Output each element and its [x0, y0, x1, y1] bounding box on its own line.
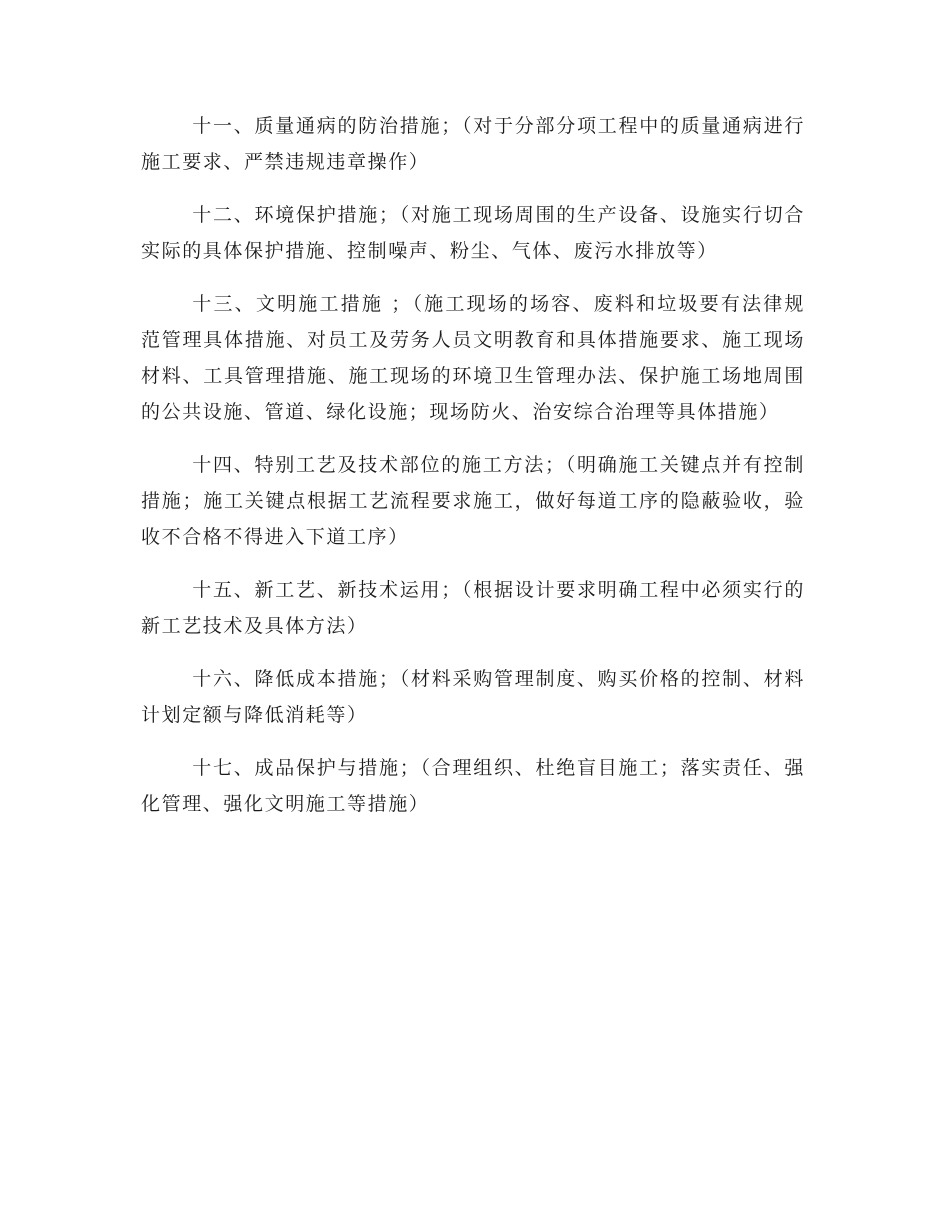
paragraph-detail: （对于分部分项工程中的质量通病进行施工要求、严禁违规违章操作）: [141, 115, 805, 173]
document-body: [141, 108, 805, 839]
paragraph-detail: （对施工现场周围的生产设备、设施实行切合实际的具体保护措施、控制噪声、粉尘、气体、废污水排放等）: [141, 204, 805, 262]
paragraph-12: [141, 197, 805, 269]
paragraph-heading: 十三、文明施工措施 ；: [192, 293, 412, 315]
paragraph-detail: （合理组织、杜绝盲目施工；落实责任、强化管理、强化文明施工等措施）: [141, 757, 805, 815]
paragraph-heading: 十七、成品保护与措施；: [192, 757, 421, 779]
paragraph-heading: 十二、环境保护措施；: [192, 204, 400, 226]
paragraph-detail: （施工现场的场容、废料和垃圾要有法律规范管理具体措施、对员工及劳务人员文明教育和具体措施要求、施工现场材料、工具管理措施、施工现场的环境卫生管理办法、保护施工场地周围的公共设施、管道、绿化设施；现场防火、治安综合治理等具体措施）: [141, 293, 806, 423]
paragraph-detail: （材料采购管理制度、购买价格的控制、材料计划定额与降低消耗等）: [141, 668, 805, 726]
paragraph-heading: 十四、特别工艺及技术部位的施工方法；: [192, 454, 566, 476]
paragraph-13: [141, 286, 805, 430]
paragraph-15: [141, 572, 805, 644]
paragraph-16: [141, 661, 805, 733]
paragraph-17: [141, 750, 805, 822]
paragraph-11: [141, 108, 805, 180]
paragraph-detail: （根据设计要求明确工程中必须实行的新工艺技术及具体方法）: [141, 579, 805, 637]
paragraph-heading: 十五、新工艺、新技术运用；: [192, 579, 462, 601]
paragraph-heading: 十一、质量通病的防治措施；: [192, 115, 462, 137]
paragraph-heading: 十六、降低成本措施；: [192, 668, 400, 690]
paragraph-14: [141, 447, 805, 555]
paragraph-detail: （明确施工关键点并有控制措施；施工关键点根据工艺流程要求施工，做好每道工序的隐蔽验收，验收不合格不得进入下道工序）: [141, 454, 805, 548]
